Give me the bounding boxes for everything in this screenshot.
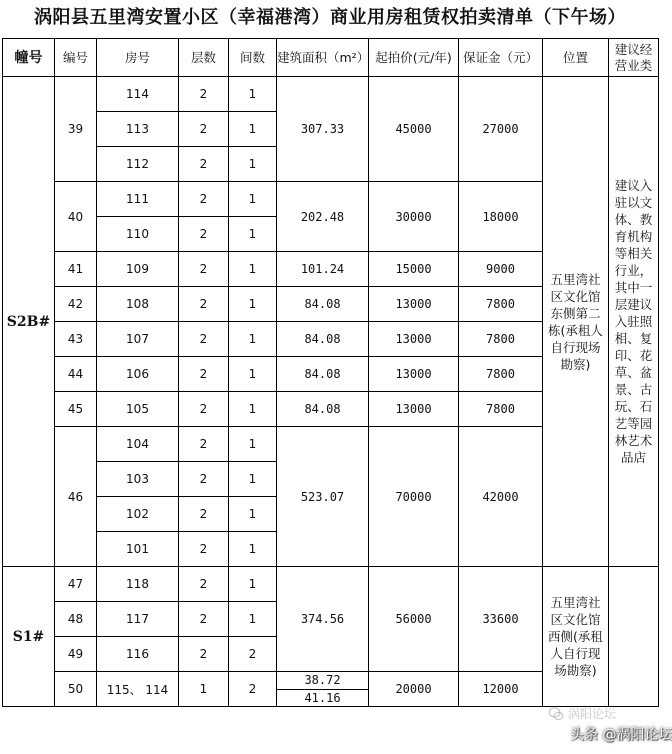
deposit-value: 7800 <box>459 392 543 427</box>
area-value: 84.08 <box>277 357 369 392</box>
room-number: 107 <box>97 322 179 357</box>
table-row <box>3 77 659 112</box>
header-deposit: 保证金（元） <box>459 39 543 77</box>
floor-count: 2 <box>179 322 229 357</box>
floor-count: 2 <box>179 532 229 567</box>
room-number: 114 <box>97 77 179 112</box>
room-number: 115、 114 <box>97 672 179 707</box>
deposit-value: 7800 <box>459 322 543 357</box>
floor-count: 2 <box>179 287 229 322</box>
area-value-a: 38.72 <box>277 672 369 690</box>
lot-number: 49 <box>55 637 97 672</box>
lot-number: 47 <box>55 567 97 602</box>
header-start-price: 起拍价(元/年) <box>369 39 459 77</box>
room-number: 105 <box>97 392 179 427</box>
wechat-icon <box>548 706 564 722</box>
unit-count: 1 <box>229 427 277 462</box>
room-number: 109 <box>97 252 179 287</box>
lot-number: 45 <box>55 392 97 427</box>
start-price-value: 56000 <box>369 567 459 672</box>
room-number: 112 <box>97 147 179 182</box>
floor-count: 2 <box>179 567 229 602</box>
page-title: 涡阳县五里湾安置小区（幸福港湾）商业用房租赁权拍卖清单（下午场） <box>34 7 626 28</box>
area-value-b: 41.16 <box>277 689 369 707</box>
room-number: 117 <box>97 602 179 637</box>
room-number: 116 <box>97 637 179 672</box>
unit-count: 1 <box>229 77 277 112</box>
header-building: 幢号 <box>3 39 55 77</box>
room-number: 118 <box>97 567 179 602</box>
floor-count: 2 <box>179 497 229 532</box>
start-price-value: 70000 <box>369 427 459 567</box>
start-price-value: 13000 <box>369 287 459 322</box>
table-row <box>3 567 659 602</box>
unit-count: 1 <box>229 602 277 637</box>
room-number: 110 <box>97 217 179 252</box>
unit-count: 1 <box>229 392 277 427</box>
area-value: 523.07 <box>277 427 369 567</box>
header-location: 位置 <box>543 39 609 77</box>
unit-count: 1 <box>229 357 277 392</box>
lot-number: 40 <box>55 182 97 252</box>
lot-number: 39 <box>55 77 97 182</box>
area-value: 84.08 <box>277 322 369 357</box>
room-number: 101 <box>97 532 179 567</box>
header-units: 间数 <box>229 39 277 77</box>
start-price-value: 45000 <box>369 77 459 182</box>
room-number: 108 <box>97 287 179 322</box>
start-price-value: 15000 <box>369 252 459 287</box>
watermark-line2: 头条 @涡阳论坛 <box>570 727 672 743</box>
unit-count: 1 <box>229 147 277 182</box>
floor-count: 2 <box>179 602 229 637</box>
area-value: 84.08 <box>277 392 369 427</box>
lot-number: 48 <box>55 602 97 637</box>
area-value: 84.08 <box>277 287 369 322</box>
floor-count: 2 <box>179 427 229 462</box>
building-s1: S1# <box>3 567 55 707</box>
unit-count: 1 <box>229 567 277 602</box>
floor-count: 1 <box>179 672 229 707</box>
area-value: 101.24 <box>277 252 369 287</box>
floor-count: 2 <box>179 182 229 217</box>
floor-count: 2 <box>179 357 229 392</box>
start-price-value: 20000 <box>369 672 459 707</box>
floor-count: 2 <box>179 147 229 182</box>
deposit-value: 33600 <box>459 567 543 672</box>
header-lot: 编号 <box>55 39 97 77</box>
header-room: 房号 <box>97 39 179 77</box>
floor-count: 2 <box>179 392 229 427</box>
room-number: 106 <box>97 357 179 392</box>
area-value: 374.56 <box>277 567 369 672</box>
floor-count: 2 <box>179 637 229 672</box>
unit-count: 1 <box>229 497 277 532</box>
room-number: 111 <box>97 182 179 217</box>
floor-count: 2 <box>179 112 229 147</box>
header-suggestion: 建议经营业类 <box>609 39 659 77</box>
lot-number: 42 <box>55 287 97 322</box>
start-price-value: 13000 <box>369 322 459 357</box>
unit-count: 1 <box>229 217 277 252</box>
unit-count: 1 <box>229 287 277 322</box>
floor-count: 2 <box>179 462 229 497</box>
unit-count: 1 <box>229 462 277 497</box>
lot-number: 50 <box>55 672 97 707</box>
deposit-value: 9000 <box>459 252 543 287</box>
unit-count: 1 <box>229 322 277 357</box>
lot-number: 43 <box>55 322 97 357</box>
deposit-value: 7800 <box>459 287 543 322</box>
room-number: 113 <box>97 112 179 147</box>
unit-count: 2 <box>229 672 277 707</box>
floor-count: 2 <box>179 252 229 287</box>
header-row <box>3 39 659 77</box>
start-price-value: 13000 <box>369 357 459 392</box>
area-value: 307.33 <box>277 77 369 182</box>
floor-count: 2 <box>179 77 229 112</box>
deposit-value: 12000 <box>459 672 543 707</box>
unit-count: 1 <box>229 112 277 147</box>
header-floors: 层数 <box>179 39 229 77</box>
auction-table <box>2 38 659 707</box>
location-s2b: 五里湾社区文化馆东侧第二栋(承租人自行现场勘察) <box>543 77 609 567</box>
watermark-line1: 涡阳论坛 <box>568 707 617 721</box>
building-s2b: S2B# <box>3 77 55 567</box>
suggestion-empty <box>609 567 659 707</box>
lot-number: 41 <box>55 252 97 287</box>
unit-count: 1 <box>229 252 277 287</box>
lot-number: 44 <box>55 357 97 392</box>
deposit-value: 42000 <box>459 427 543 567</box>
room-number: 102 <box>97 497 179 532</box>
deposit-value: 18000 <box>459 182 543 252</box>
area-value: 202.48 <box>277 182 369 252</box>
start-price-value: 30000 <box>369 182 459 252</box>
location-s1: 五里湾社区文化馆西侧(承租人自行现场勘察) <box>543 567 609 707</box>
deposit-value: 27000 <box>459 77 543 182</box>
room-number: 103 <box>97 462 179 497</box>
room-number: 104 <box>97 427 179 462</box>
unit-count: 2 <box>229 637 277 672</box>
deposit-value: 7800 <box>459 357 543 392</box>
lot-number: 46 <box>55 427 97 567</box>
unit-count: 1 <box>229 182 277 217</box>
header-area: 建筑面积（m²） <box>277 39 369 77</box>
suggestion-cell: 建议入驻以文体、教育机构等相关行业，其中一层建议入驻照相、复印、花草、盆景、古玩、石艺等园林艺术品店 <box>609 77 659 567</box>
floor-count: 2 <box>179 217 229 252</box>
start-price-value: 13000 <box>369 392 459 427</box>
unit-count: 1 <box>229 532 277 567</box>
